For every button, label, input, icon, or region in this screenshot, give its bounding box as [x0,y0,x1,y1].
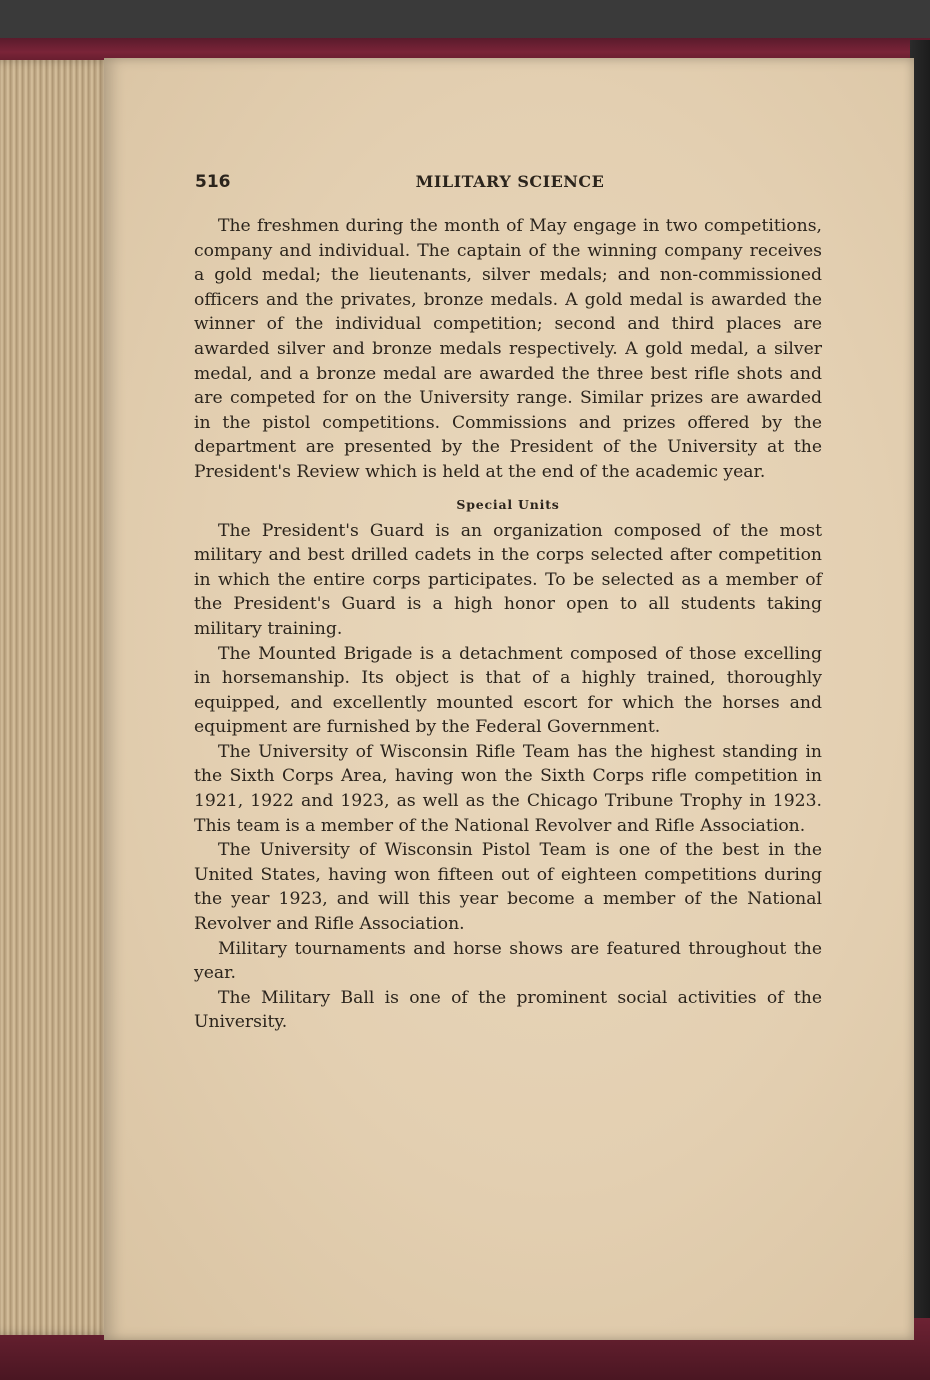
page-number: 516 [195,172,231,192]
paragraph: The President's Guard is an organization composed of the most military and best drilled cadets in the corps selected after competition in which the entire corps participates. To be selected as a member of the President's Guard is a high honor open to all students taking military training. [194,520,822,639]
paragraph: Military tournaments and horse shows are featured throughout the year. [194,938,822,984]
paragraph: The University of Wisconsin Rifle Team has the highest standing in the Sixth Corps Area, having won the Sixth Corps rifle competition in 1921, 1922 and 1923, as well as the Chicago Tribune Trophy in 1923. This team is a member of the National Revolver and Rifle Association. [194,741,822,836]
section-heading: Special Units [456,496,560,512]
page-header [195,172,825,196]
paragraph: The Mounted Brigade is a detachment composed of those excelling in horsemanship. Its object is that of a highly trained, thoroughly equipped, and excellently mounted escort for which the horses and equipment are furnished by the Federal Government. [194,643,822,738]
paragraph: The University of Wisconsin Pistol Team is one of the best in the United States, having won fifteen out of eighteen competitions during the year 1923, and will this year become a member of the National Revolver and Rifle Association. [194,840,822,935]
paragraph: The freshmen during the month of May engage in two competitions, company and individual. The captain of the winning company receives a gold medal; the lieutenants, silver medals; and non-commissioned officers and the privates, bronze medals. A gold medal is awarded the winner of the individual competition; second and third places are awarded silver and bronze medals respectively. A gold medal, a silver medal, and a bronze medal are awarded the three best rifle shots and are competed for on the University range. Similar prizes are awarded in the pistol competitions. Commissions and prizes offered by the department are presented by the President of the University at the President's Review which is held at the end of the academic year. [194,216,822,482]
page-edges [0,60,112,1335]
paragraph: The Military Ball is one of the prominent social activities of the University. [194,987,822,1033]
running-head: MILITARY SCIENCE [415,172,605,191]
body-text [194,214,822,1035]
